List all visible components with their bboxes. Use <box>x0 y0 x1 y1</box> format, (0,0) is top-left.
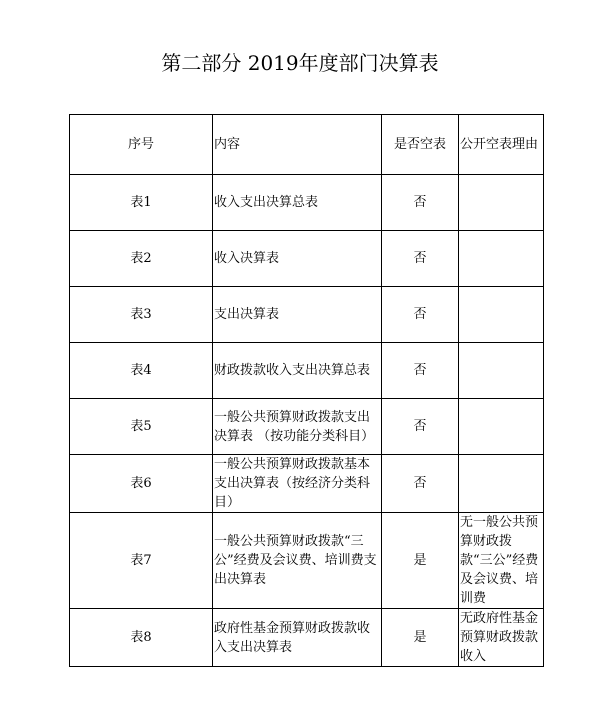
row-index: 表5 <box>70 399 213 455</box>
row-index: 表4 <box>70 343 213 399</box>
row-index: 表6 <box>70 455 213 513</box>
row-content: 收入决算表 <box>213 231 382 287</box>
table-row <box>70 399 544 455</box>
row-index: 表2 <box>70 231 213 287</box>
row-is-empty: 否 <box>382 455 459 513</box>
header-reason: 公开空表理由 <box>459 115 544 175</box>
header-is-empty: 是否空表 <box>382 115 459 175</box>
row-content: 支出决算表 <box>213 287 382 343</box>
row-reason <box>459 231 544 287</box>
table-row <box>70 231 544 287</box>
table-row <box>70 609 544 667</box>
table-row <box>70 343 544 399</box>
row-content: 一般公共预算财政拨款“三公”经费及会议费、培训费支出决算表 <box>213 513 382 609</box>
row-is-empty: 否 <box>382 399 459 455</box>
table-row <box>70 175 544 231</box>
row-reason <box>459 343 544 399</box>
row-content: 一般公共预算财政拨款支出决算表 （按功能分类科目） <box>213 399 382 455</box>
table-header-row <box>70 115 544 175</box>
row-reason <box>459 455 544 513</box>
budget-table <box>69 114 544 667</box>
table-row <box>70 455 544 513</box>
row-is-empty: 否 <box>382 175 459 231</box>
row-content: 收入支出决算总表 <box>213 175 382 231</box>
page-title: 第二部分 2019年度部门决算表 <box>161 51 439 75</box>
row-index: 表3 <box>70 287 213 343</box>
row-index: 表1 <box>70 175 213 231</box>
row-content: 一般公共预算财政拨款基本支出决算表（按经济分类科目） <box>213 455 382 513</box>
row-reason <box>459 399 544 455</box>
row-reason: 无一般公共预算财政拨款“三公”经费及会议费、培训费 <box>459 513 544 609</box>
row-is-empty: 是 <box>382 609 459 667</box>
row-is-empty: 否 <box>382 343 459 399</box>
row-reason: 无政府性基金预算财政拨款收入 <box>459 609 544 667</box>
row-content: 财政拨款收入支出决算总表 <box>213 343 382 399</box>
row-is-empty: 否 <box>382 287 459 343</box>
table-row <box>70 513 544 609</box>
row-index: 表8 <box>70 609 213 667</box>
row-reason <box>459 175 544 231</box>
table-row <box>70 287 544 343</box>
header-index: 序号 <box>70 115 213 175</box>
row-is-empty: 否 <box>382 231 459 287</box>
row-index: 表7 <box>70 513 213 609</box>
row-is-empty: 是 <box>382 513 459 609</box>
row-reason <box>459 287 544 343</box>
header-content: 内容 <box>213 115 382 175</box>
row-content: 政府性基金预算财政拨款收入支出决算表 <box>213 609 382 667</box>
